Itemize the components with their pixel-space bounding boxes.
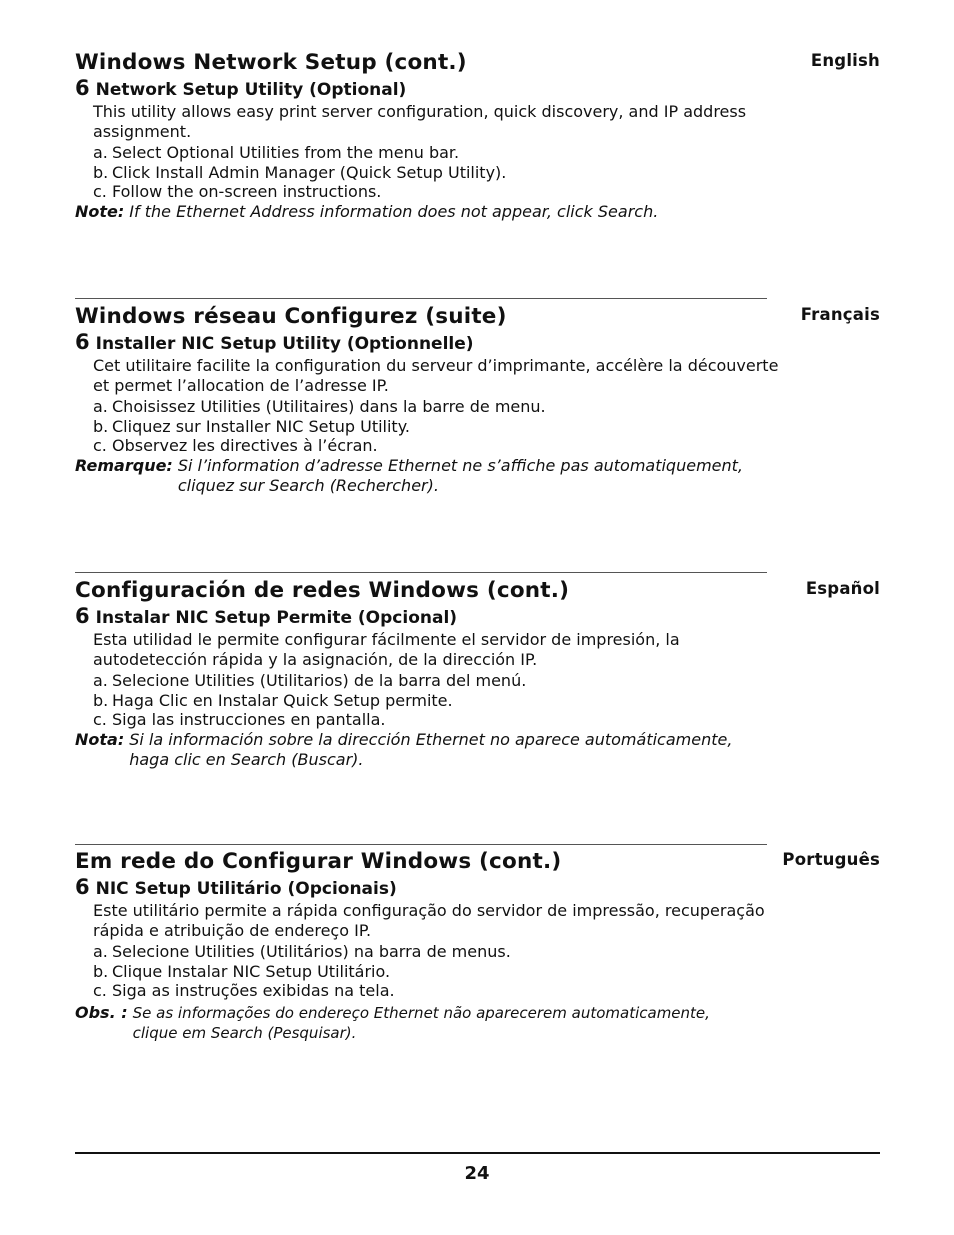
item-text: Follow the on-screen instructions.: [112, 182, 382, 201]
step-title: Network Setup Utility (Optional): [95, 80, 407, 100]
list-item: [93, 942, 880, 962]
note: [75, 730, 880, 770]
item-text: Observez les directives à l’écran.: [112, 436, 378, 455]
step-title: Instalar NIC Setup Permite (Opcional): [95, 608, 458, 628]
section-title: Windows Network Setup (cont.): [75, 50, 467, 75]
item-text: Cliquez sur Installer NIC Setup Utility.: [112, 416, 410, 436]
note: [75, 202, 880, 222]
page-number: 24: [464, 1163, 490, 1184]
list-item: [93, 671, 880, 691]
item-text: Siga las instrucciones en pantalla.: [112, 710, 386, 729]
list-item: [93, 143, 880, 163]
item-marker: c.: [93, 182, 107, 201]
item-marker: b.: [93, 690, 109, 710]
step-list: [93, 397, 880, 456]
section-french: [75, 304, 880, 496]
step-number: 6: [75, 875, 90, 899]
item-text: Choisissez Utilities (Utilitaires) dans la barre de menu.: [112, 397, 546, 416]
item-marker: b.: [93, 416, 109, 436]
intro-text: Esta utilidad le permite configurar fácilmente el servidor de impresión, la autodetección rápida y la asignación, de la dirección IP.: [93, 630, 680, 669]
list-item: [93, 182, 880, 202]
intro-text: Este utilitário permite a rápida configuração do servidor de impressão, recuperação rápida e atribuição de endereço IP.: [93, 901, 765, 940]
list-item: [93, 397, 880, 417]
section-title: Configuración de redes Windows (cont.): [75, 578, 570, 603]
section-divider: [75, 298, 767, 299]
footer-divider: [75, 1152, 880, 1154]
item-marker: a.: [93, 143, 108, 162]
step-number: 6: [75, 604, 90, 628]
item-text: Siga as instruções exibidas na tela.: [112, 981, 395, 1000]
section-spanish: [75, 578, 880, 770]
section-title: Windows réseau Configurez (suite): [75, 304, 507, 329]
list-item: [93, 691, 880, 711]
note-text: Se as informações do endereço Ethernet não aparecerem automaticamente, clique em Search (Pesquisar).: [132, 1003, 710, 1042]
note: [75, 1003, 880, 1043]
section-english: [75, 50, 880, 222]
item-marker: a.: [93, 397, 108, 416]
item-marker: a.: [93, 671, 108, 690]
step-heading: [75, 604, 880, 630]
item-marker: b.: [93, 162, 109, 182]
step-title: Installer NIC Setup Utility (Optionnelle): [95, 334, 474, 354]
item-marker: c.: [93, 981, 107, 1000]
intro-text: This utility allows easy print server configuration, quick discovery, and IP address assignment.: [93, 102, 747, 141]
item-marker: c.: [93, 710, 107, 729]
item-text: Haga Clic en Instalar Quick Setup permite.: [112, 690, 453, 710]
step-heading: [75, 875, 880, 901]
item-marker: a.: [93, 942, 108, 961]
language-label: Português: [782, 850, 880, 869]
note: [75, 456, 880, 496]
item-text: Selecione Utilities (Utilitarios) de la barra del menú.: [112, 671, 527, 690]
note-text: If the Ethernet Address information does not appear, click Search.: [129, 201, 659, 221]
list-item: [93, 962, 880, 982]
section-divider: [75, 572, 767, 573]
step-number: 6: [75, 330, 90, 354]
list-item: [93, 981, 880, 1001]
step-title: NIC Setup Utilitário (Opcionais): [95, 879, 397, 899]
note-label: Remarque:: [75, 455, 173, 475]
step-list: [93, 942, 880, 1001]
step-heading: [75, 330, 880, 356]
item-text: Selecione Utilities (Utilitários) na barra de menus.: [112, 942, 511, 961]
item-marker: c.: [93, 436, 107, 455]
step-list: [93, 143, 880, 202]
note-text: Si l’information d’adresse Ethernet ne s’affiche pas automatiquement, cliquez sur Search (Rechercher).: [177, 455, 743, 495]
section-portuguese: [75, 849, 880, 1043]
section-divider: [75, 844, 767, 845]
note-label: Nota:: [75, 729, 125, 749]
language-label: Español: [805, 579, 880, 598]
list-item: [93, 417, 880, 437]
step-list: [93, 671, 880, 730]
intro-text: Cet utilitaire facilite la configuration du serveur d’imprimante, accélère la découverte et permet l’allocation de l’adresse IP.: [93, 356, 779, 395]
step-number: 6: [75, 76, 90, 100]
item-text: Click Install Admin Manager (Quick Setup Utility).: [112, 162, 507, 182]
item-text: Clique Instalar NIC Setup Utilitário.: [112, 961, 391, 981]
list-item: [93, 710, 880, 730]
note-text: Si la información sobre la dirección Ethernet no aparece automáticamente, haga clic en Search (Buscar).: [129, 729, 733, 769]
section-title: Em rede do Configurar Windows (cont.): [75, 849, 562, 874]
item-marker: b.: [93, 961, 109, 981]
list-item: [93, 436, 880, 456]
language-label: Français: [800, 305, 880, 324]
list-item: [93, 163, 880, 183]
language-label: English: [810, 51, 880, 70]
note-label: Note:: [75, 201, 125, 221]
note-label: Obs. :: [75, 1002, 128, 1022]
item-text: Select Optional Utilities from the menu bar.: [112, 143, 460, 162]
step-heading: [75, 76, 880, 102]
